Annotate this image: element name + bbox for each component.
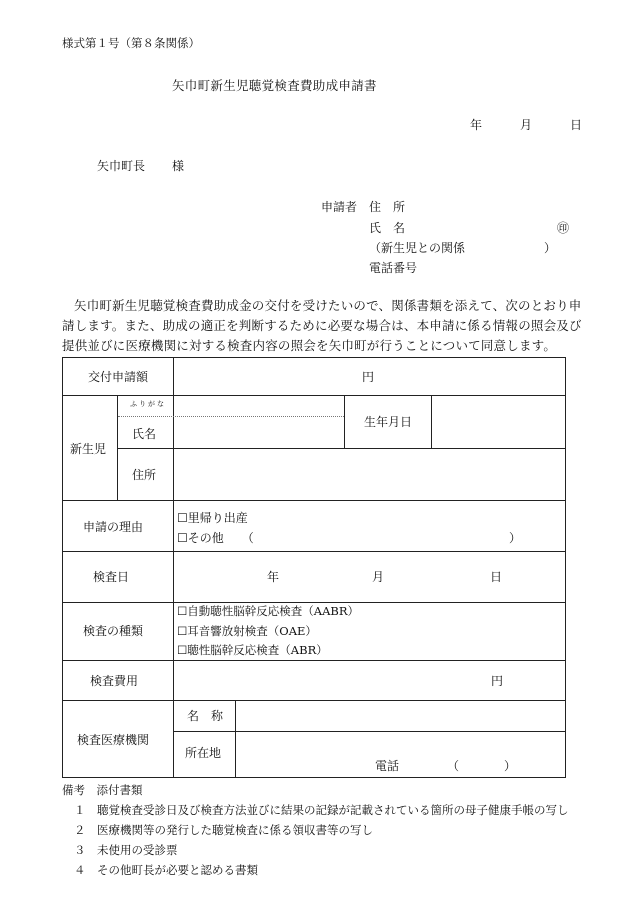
- remarks-heading: 備考 添付書類: [62, 783, 143, 797]
- date-month-label: 月: [520, 118, 533, 132]
- addressee: [97, 159, 185, 173]
- reason-option-other[interactable]: ☐その他 （: [177, 531, 254, 545]
- document-title: 矢巾町新生児聴覚検査費助成申請書: [172, 78, 377, 93]
- remarks-item-2: ２ 医療機関等の発行した聴覚検査に係る領収書等の写し: [74, 823, 373, 837]
- newborn-name-label: 氏名: [132, 427, 157, 441]
- form-number: 様式第１号（第８条関係）: [62, 36, 200, 50]
- exam-type-aabr[interactable]: ☐自動聴性脳幹反応検査（AABR）: [177, 604, 360, 618]
- amount-label: 交付申請額: [88, 370, 149, 384]
- newborn-address-label: 住所: [132, 468, 157, 482]
- applicant-phone-label: 電話番号: [369, 261, 418, 275]
- exam-date-year: 年: [267, 570, 280, 584]
- exam-date-label: 検査日: [93, 570, 130, 584]
- newborn-label: 新生児: [70, 442, 107, 456]
- addressee-honorific: 様: [172, 159, 185, 173]
- exam-date-month: 月: [372, 570, 385, 584]
- exam-type-oae[interactable]: ☐耳音響放射検査（OAE）: [177, 624, 317, 638]
- applicant-label: 申請者: [321, 200, 358, 214]
- applicant-block: [321, 201, 581, 281]
- reason-label: 申請の理由: [83, 520, 144, 534]
- institution-label: 検査医療機関: [77, 733, 150, 747]
- birthdate-label: 生年月日: [364, 415, 413, 429]
- date-year-label: 年: [470, 118, 483, 132]
- exam-type-label: 検査の種類: [83, 624, 144, 638]
- application-table: [62, 357, 566, 778]
- furigana-label: ふりがな: [130, 400, 166, 408]
- cost-unit: 円: [491, 674, 504, 688]
- date-day-label: 日: [570, 118, 583, 132]
- institution-phone-label: 電話: [375, 759, 400, 773]
- exam-date-day: 日: [490, 570, 503, 584]
- applicant-name-label: 氏 名: [369, 221, 406, 235]
- addressee-name: 矢巾町長: [97, 159, 146, 173]
- reason-close-paren: ）: [509, 531, 522, 545]
- consent-paragraph: 矢巾町新生児聴覚検査費助成金の交付を受けたいので、関係書類を添えて、次のとおり申請します。また、助成の適正を判断するために必要な場合は、本申請に係る情報の照会及び提供並びに医療機関に対する検査内容の照会を矢巾町が行うことについて同意します。: [62, 298, 582, 353]
- amount-unit: 円: [362, 370, 375, 384]
- seal-mark: ㊞: [557, 221, 570, 235]
- institution-address-label: 所在地: [185, 746, 222, 760]
- applicant-address-label: 住 所: [369, 200, 406, 214]
- institution-phone-close: ）: [504, 759, 517, 773]
- reason-option-homecoming[interactable]: ☐里帰り出産: [177, 511, 248, 525]
- remarks-item-4: ４ その他町長が必要と認める書類: [74, 863, 258, 877]
- relation-close: ）: [544, 241, 557, 255]
- institution-name-label: 名 称: [187, 709, 224, 723]
- remarks-item-1: １ 聴覚検査受診日及び検査方法並びに結果の記録が記載されている箇所の母子健康手帳の写し: [74, 803, 569, 817]
- exam-type-abr[interactable]: ☐聴性脳幹反応検査（ABR）: [177, 643, 328, 657]
- relation-open: （新生児との関係: [369, 241, 466, 255]
- cost-label: 検査費用: [90, 674, 139, 688]
- institution-phone-open: （: [447, 759, 460, 773]
- remarks-item-3: ３ 未使用の受診票: [74, 843, 178, 857]
